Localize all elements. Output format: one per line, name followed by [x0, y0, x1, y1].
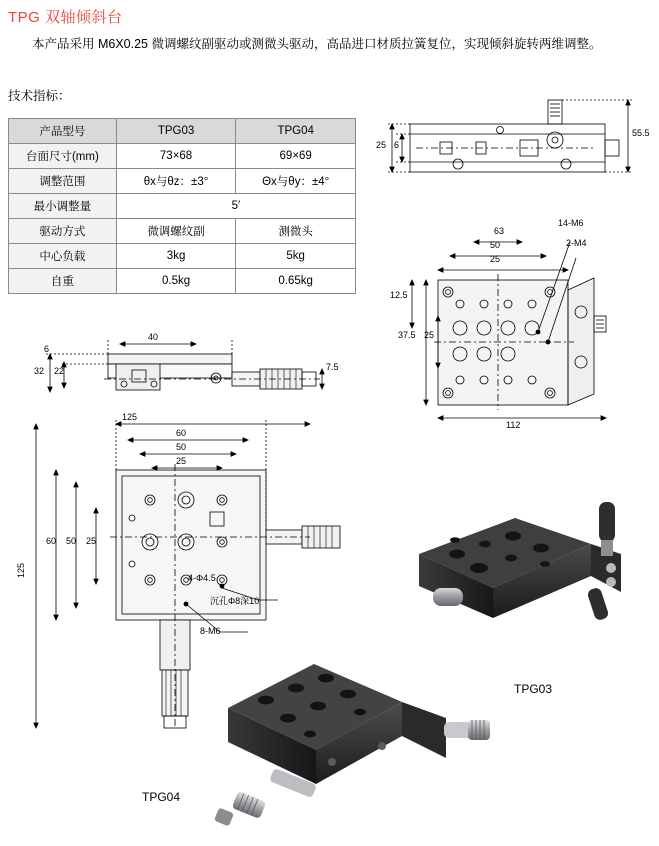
dim-25-vertical: 25	[86, 536, 97, 546]
row-value-tpg04: 69×69	[236, 144, 356, 169]
drawing-side-view	[376, 96, 650, 196]
dim-50: 50	[176, 442, 187, 452]
caption-tpg03: TPG03	[514, 682, 553, 696]
row-key: 台面尺寸(mm)	[9, 144, 117, 169]
dim-25: 25	[176, 456, 187, 466]
row-key: 最小调整量	[9, 194, 117, 219]
row-value-tpg04: 0.65kg	[236, 269, 356, 294]
table-row	[9, 194, 356, 219]
product-photo-tpg04	[210, 650, 500, 840]
drawing-side-view-tpg04	[20, 330, 350, 420]
dim-7-5: 7.5	[326, 362, 339, 372]
caption-tpg04: TPG04	[142, 790, 181, 804]
dim-55-5: 55.5	[632, 128, 650, 138]
product-photo-tpg03	[395, 496, 640, 666]
row-key: 驱动方式	[9, 219, 117, 244]
dim-125-vertical: 125	[16, 562, 26, 578]
dim-112: 112	[506, 420, 521, 430]
table-header-cell: TPG04	[236, 119, 356, 144]
row-value-tpg04: Θx与θy：±4°	[236, 169, 356, 194]
dim-32: 32	[34, 366, 45, 376]
dim-50-vertical: 50	[66, 536, 77, 546]
table-header-cell: TPG03	[116, 119, 236, 144]
dim-12-5: 12.5	[390, 290, 408, 300]
dim-25-vertical: 25	[424, 330, 435, 340]
intro-paragraph: 本产品采用 M6X0.25 微调螺纹副驱动或测微头驱动，高品进口材质拉簧复位，实现倾斜旋转两维调整。	[32, 37, 602, 51]
table-row	[9, 169, 356, 194]
dim-63: 63	[494, 226, 505, 236]
dim-6: 6	[44, 344, 50, 354]
row-key: 中心负载	[9, 244, 117, 269]
table-header-row	[9, 119, 356, 144]
dim-40: 40	[148, 332, 159, 342]
callout-4-phi4-5: 4-Φ4.5	[188, 573, 216, 583]
row-value-tpg03: 73×68	[116, 144, 236, 169]
row-key: 调整范围	[9, 169, 117, 194]
dim-37-5: 37.5	[398, 330, 416, 340]
table-row	[9, 144, 356, 169]
dim-6: 6	[394, 140, 400, 150]
row-value-tpg03: 微调螺纹副	[116, 219, 236, 244]
table-header-cell: 产品型号	[9, 119, 117, 144]
callout-counterbore: 沉孔Φ8深10	[210, 596, 260, 606]
table-row	[9, 219, 356, 244]
dim-25: 25	[376, 140, 387, 150]
dim-22: 22	[54, 366, 65, 376]
callout-14-m6: 14-M6	[558, 218, 584, 228]
dim-25: 25	[490, 254, 501, 264]
row-value-tpg03: 3kg	[116, 244, 236, 269]
dim-125: 125	[122, 412, 138, 422]
dim-60: 60	[176, 428, 187, 438]
page-title: TPG 双轴倾斜台	[8, 9, 123, 26]
dim-60-vertical: 60	[46, 536, 57, 546]
row-key: 自重	[9, 269, 117, 294]
callout-2-m4: 2-M4	[566, 238, 587, 248]
callout-8-m6: 8-M6	[200, 626, 221, 636]
table-row	[9, 244, 356, 269]
row-value-tpg03: 0.5kg	[116, 269, 236, 294]
spec-table	[8, 118, 356, 294]
row-value-both: 5′	[116, 194, 355, 219]
drawing-top-view-tpg03	[390, 212, 648, 432]
row-value-tpg04: 5kg	[236, 244, 356, 269]
row-value-tpg03: θx与θz：±3°	[116, 169, 236, 194]
table-row	[9, 269, 356, 294]
dim-50: 50	[490, 240, 501, 250]
spec-label: 技术指标：	[8, 89, 71, 103]
row-value-tpg04: 测微头	[236, 219, 356, 244]
